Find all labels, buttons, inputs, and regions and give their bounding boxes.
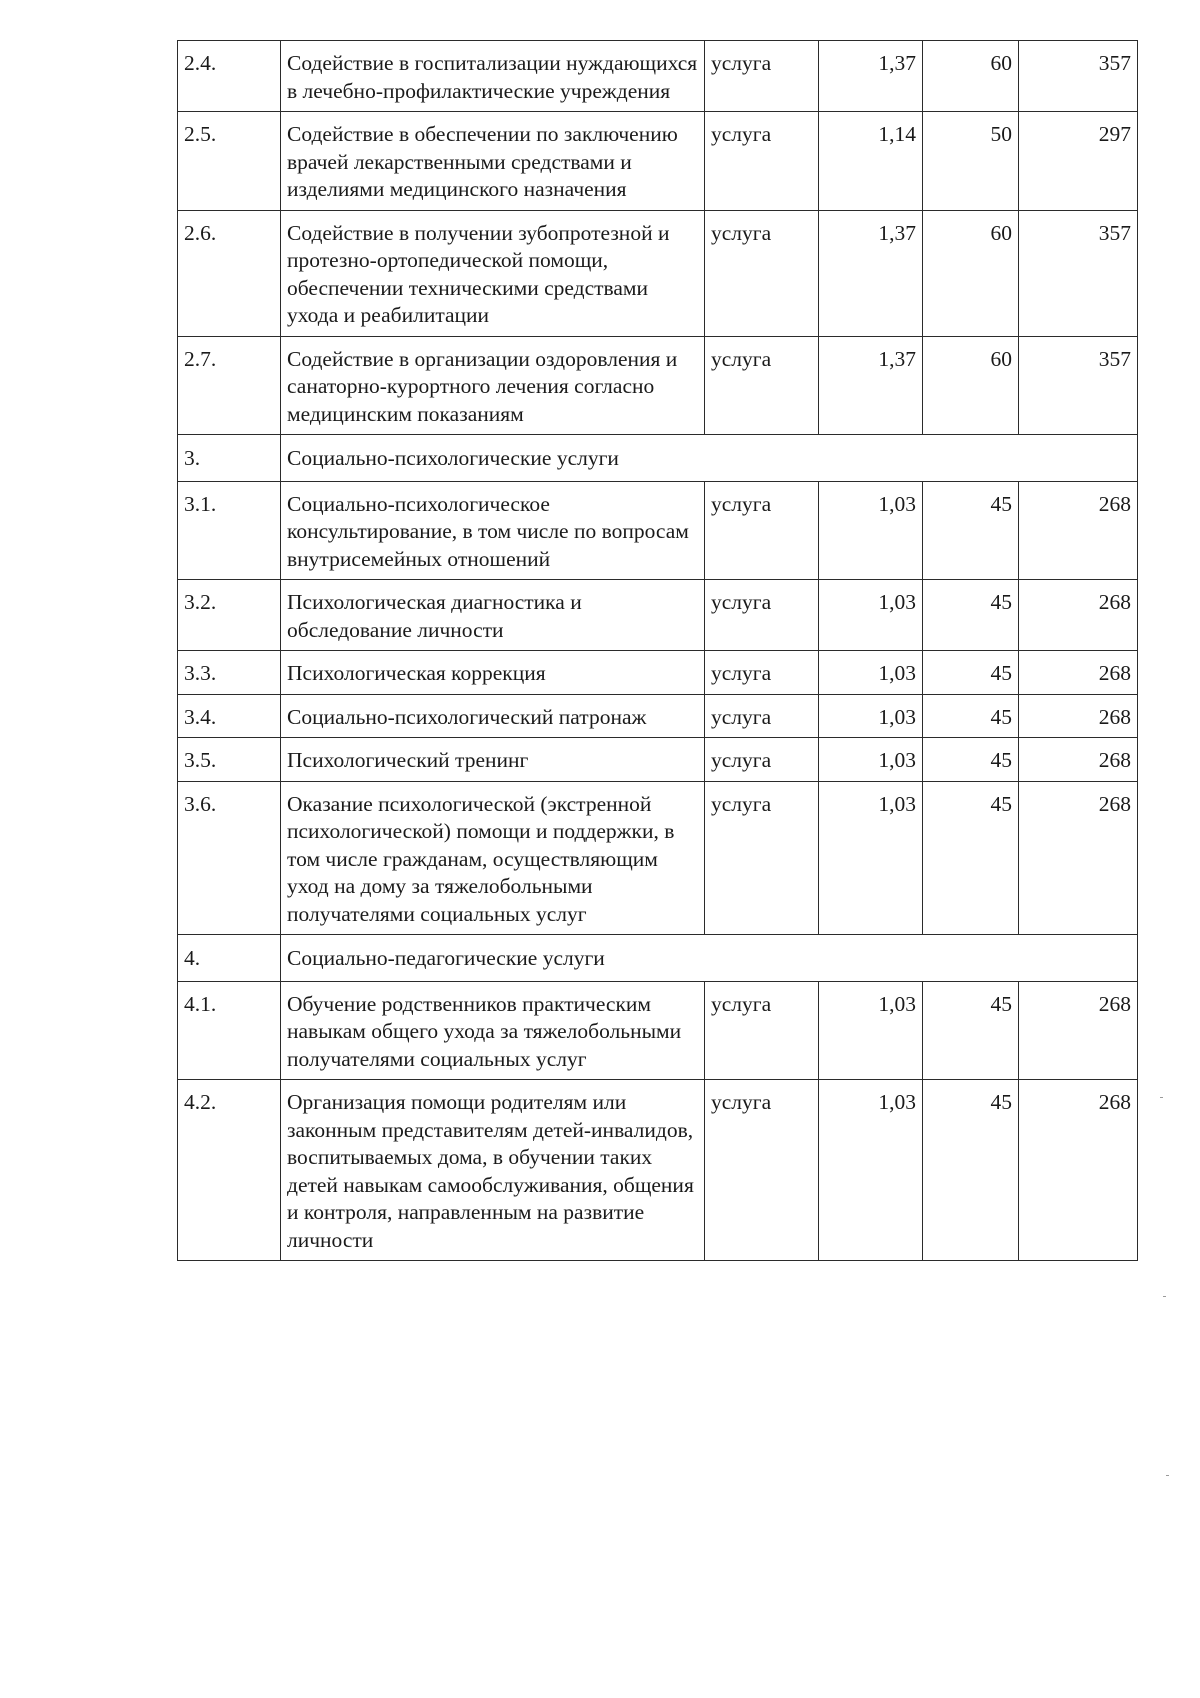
services-tariff-table [177, 40, 1138, 1261]
service-unit: услуга [705, 1080, 819, 1261]
service-unit: услуга [705, 41, 819, 112]
service-number: 3.1. [178, 481, 281, 580]
table-row [178, 694, 1138, 738]
service-unit: услуга [705, 210, 819, 336]
service-unit: услуга [705, 651, 819, 695]
service-coefficient: 1,03 [819, 981, 923, 1080]
service-number: 4.1. [178, 981, 281, 1080]
service-name: Психологическая коррекция [281, 651, 705, 695]
service-coefficient: 1,03 [819, 738, 923, 782]
service-time-norm: 45 [923, 981, 1019, 1080]
service-number: 4.2. [178, 1080, 281, 1261]
section-title: Социально-психологические услуги [281, 435, 1138, 482]
table-row [178, 981, 1138, 1080]
service-coefficient: 1,03 [819, 781, 923, 935]
section-title: Социально-педагогические услуги [281, 935, 1138, 982]
service-unit: услуга [705, 481, 819, 580]
service-unit: услуга [705, 781, 819, 935]
service-name: Психологический тренинг [281, 738, 705, 782]
service-number: 2.4. [178, 41, 281, 112]
service-time-norm: 45 [923, 651, 1019, 695]
service-name: Оказание психологической (экстренной психологической) помощи и поддержки, в том числе гражданам, осуществляющим уход на дому за тяжелобольными получателями социальных услуг [281, 781, 705, 935]
service-name: Психологическая диагностика и обследование личности [281, 580, 705, 651]
scan-artifact [1166, 1475, 1169, 1476]
service-name: Социально-психологический патронаж [281, 694, 705, 738]
table-row [178, 481, 1138, 580]
service-price: 357 [1019, 336, 1138, 435]
service-unit: услуга [705, 580, 819, 651]
service-coefficient: 1,37 [819, 41, 923, 112]
service-time-norm: 45 [923, 1080, 1019, 1261]
service-time-norm: 45 [923, 781, 1019, 935]
service-time-norm: 45 [923, 481, 1019, 580]
service-coefficient: 1,03 [819, 580, 923, 651]
service-number: 3.4. [178, 694, 281, 738]
service-price: 357 [1019, 210, 1138, 336]
service-time-norm: 45 [923, 738, 1019, 782]
service-coefficient: 1,03 [819, 651, 923, 695]
service-name: Обучение родственников практическим навыкам общего ухода за тяжелобольными получателями социальных услуг [281, 981, 705, 1080]
section-row [178, 935, 1138, 982]
service-coefficient: 1,03 [819, 694, 923, 738]
service-time-norm: 45 [923, 694, 1019, 738]
service-time-norm: 60 [923, 336, 1019, 435]
service-unit: услуга [705, 738, 819, 782]
section-number: 4. [178, 935, 281, 982]
service-name: Содействие в обеспечении по заключению врачей лекарственными средствами и изделиями медицинского назначения [281, 112, 705, 211]
table-row [178, 41, 1138, 112]
service-price: 357 [1019, 41, 1138, 112]
service-time-norm: 50 [923, 112, 1019, 211]
service-name: Содействие в организации оздоровления и санаторно-курортного лечения согласно медицинским показаниям [281, 336, 705, 435]
service-price: 268 [1019, 651, 1138, 695]
service-number: 2.6. [178, 210, 281, 336]
scan-artifact [1160, 1097, 1163, 1098]
service-coefficient: 1,37 [819, 210, 923, 336]
service-name: Социально-психологическое консультирование, в том числе по вопросам внутрисемейных отношений [281, 481, 705, 580]
service-number: 3.6. [178, 781, 281, 935]
table-row [178, 112, 1138, 211]
table-row [178, 1080, 1138, 1261]
service-price: 268 [1019, 1080, 1138, 1261]
service-unit: услуга [705, 981, 819, 1080]
service-name: Содействие в госпитализации нуждающихся в лечебно-профилактические учреждения [281, 41, 705, 112]
service-price: 268 [1019, 694, 1138, 738]
service-unit: услуга [705, 112, 819, 211]
service-coefficient: 1,37 [819, 336, 923, 435]
service-coefficient: 1,03 [819, 1080, 923, 1261]
service-price: 268 [1019, 981, 1138, 1080]
table-row [178, 210, 1138, 336]
table-row [178, 781, 1138, 935]
service-price: 268 [1019, 738, 1138, 782]
service-price: 268 [1019, 580, 1138, 651]
scan-artifact [1163, 1296, 1166, 1297]
service-number: 3.5. [178, 738, 281, 782]
table-row [178, 738, 1138, 782]
table-row [178, 651, 1138, 695]
section-row [178, 435, 1138, 482]
service-price: 297 [1019, 112, 1138, 211]
service-number: 2.5. [178, 112, 281, 211]
service-price: 268 [1019, 781, 1138, 935]
service-number: 3.2. [178, 580, 281, 651]
service-unit: услуга [705, 336, 819, 435]
service-unit: услуга [705, 694, 819, 738]
service-name: Содействие в получении зубопротезной и протезно-ортопедической помощи, обеспечении техническими средствами ухода и реабилитации [281, 210, 705, 336]
table-body [178, 41, 1138, 1261]
service-coefficient: 1,14 [819, 112, 923, 211]
table-row [178, 336, 1138, 435]
service-time-norm: 45 [923, 580, 1019, 651]
service-number: 3.3. [178, 651, 281, 695]
table-row [178, 580, 1138, 651]
service-time-norm: 60 [923, 210, 1019, 336]
service-number: 2.7. [178, 336, 281, 435]
service-coefficient: 1,03 [819, 481, 923, 580]
service-name: Организация помощи родителям или законным представителям детей-инвалидов, воспитываемых дома, в обучении таких детей навыкам самообслуживания, общения и контроля, направленным на развитие личности [281, 1080, 705, 1261]
service-time-norm: 60 [923, 41, 1019, 112]
service-price: 268 [1019, 481, 1138, 580]
section-number: 3. [178, 435, 281, 482]
